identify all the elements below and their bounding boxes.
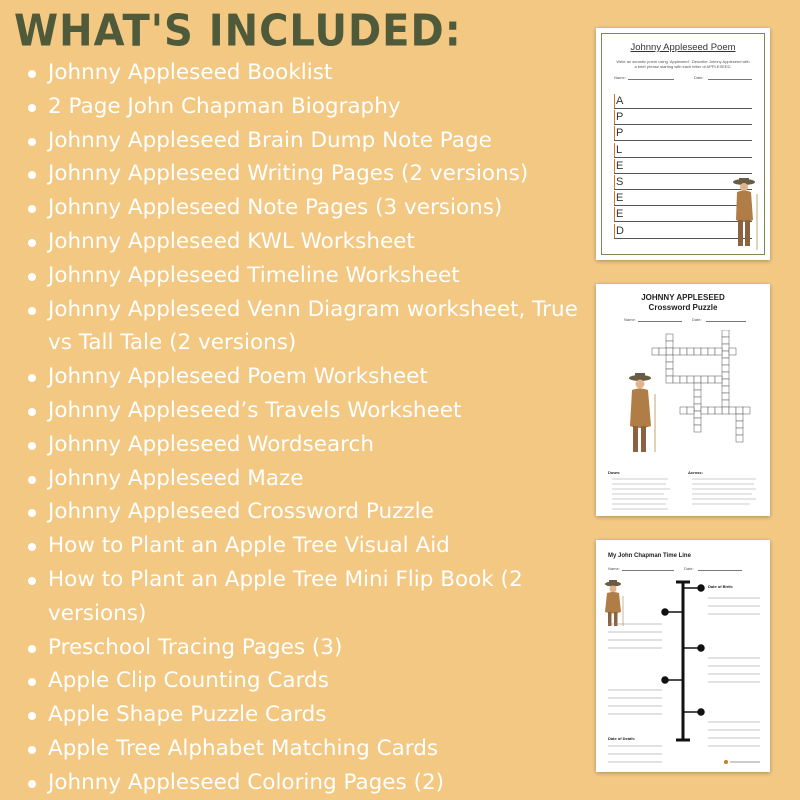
list-item: Johnny Appleseed Timeline Worksheet xyxy=(26,259,581,293)
down-label: Down: xyxy=(608,470,621,475)
death-label: Date of Death: xyxy=(608,736,636,741)
acrostic-row xyxy=(614,94,752,109)
page-title: WHAT'S INCLUDED: xyxy=(14,6,462,57)
name-label: Name: xyxy=(614,75,626,80)
name-line xyxy=(628,79,674,80)
crossword-grid xyxy=(626,330,756,454)
included-list xyxy=(26,56,581,800)
name-line xyxy=(638,321,682,322)
list-item: Apple Clip Counting Cards xyxy=(26,664,581,698)
acrostic-letter: L xyxy=(614,143,626,157)
acrostic-letter: A xyxy=(614,94,626,108)
acrostic-row xyxy=(614,126,752,141)
list-item: Johnny Appleseed’s Travels Worksheet xyxy=(26,394,581,428)
list-item: Johnny Appleseed Crossword Puzzle xyxy=(26,495,581,529)
logo-mark xyxy=(724,760,728,764)
list-item: How to Plant an Apple Tree Mini Flip Book (2 versions) xyxy=(26,563,581,631)
timeline-title: My John Chapman Time Line xyxy=(608,553,691,559)
list-item: Apple Shape Puzzle Cards xyxy=(26,698,581,732)
name-label: Name: xyxy=(608,566,620,571)
list-item: Johnny Appleseed Brain Dump Note Page xyxy=(26,124,581,158)
timeline-preview xyxy=(596,540,770,772)
poem-title: Johnny Appleseed Poem xyxy=(630,42,736,53)
name-label: Name: xyxy=(624,317,636,322)
poem-worksheet-preview xyxy=(596,28,770,260)
acrostic-letter: S xyxy=(614,175,626,189)
list-item: Johnny Appleseed Note Pages (3 versions) xyxy=(26,191,581,225)
figure xyxy=(629,373,655,452)
johnny-appleseed-figure-icon xyxy=(729,176,763,252)
list-item: Preschool Tracing Pages (3) xyxy=(26,631,581,665)
timeline-graphic xyxy=(596,540,770,772)
list-item: Johnny Appleseed Writing Pages (2 versions) xyxy=(26,157,581,191)
birth-label: Date of Birth: xyxy=(708,584,734,589)
date-line xyxy=(708,79,752,80)
list-item: Johnny Appleseed Wordsearch xyxy=(26,428,581,462)
acrostic-letter: E xyxy=(614,207,626,221)
acrostic-letter: P xyxy=(614,110,626,124)
across-label: Across: xyxy=(688,470,703,475)
poem-instructions: Write an acrostic poem using ‘Appleseed’. Describe Johnny Appleseed with a brief phrase starting with each letter of APPLESEED. xyxy=(616,59,750,69)
list-item: 2 Page John Chapman Biography xyxy=(26,90,581,124)
list-item: Johnny Appleseed Venn Diagram worksheet, True vs Tall Tale (2 versions) xyxy=(26,293,581,361)
list-item: Apple Tree Alphabet Matching Cards xyxy=(26,732,581,766)
list-item: Johnny Appleseed Maze xyxy=(26,462,581,496)
list-item: Johnny Appleseed Coloring Pages (2) xyxy=(26,766,581,800)
crossword-subtitle: Crossword Puzzle xyxy=(648,303,718,312)
date-line xyxy=(706,321,746,322)
acrostic-row xyxy=(614,159,752,174)
acrostic-letter: D xyxy=(614,224,626,238)
acrostic-letter: P xyxy=(614,126,626,140)
list-item: Johnny Appleseed Poem Worksheet xyxy=(26,360,581,394)
crossword-title: JOHNNY APPLESEED xyxy=(641,293,725,302)
date-label: Date: xyxy=(694,75,704,80)
list-item: How to Plant an Apple Tree Visual Aid xyxy=(26,529,581,563)
crossword-preview xyxy=(596,284,770,516)
clue-lines xyxy=(608,477,760,511)
list-item: Johnny Appleseed KWL Worksheet xyxy=(26,225,581,259)
acrostic-row xyxy=(614,143,752,158)
date-label: Date: xyxy=(692,317,702,322)
acrostic-row xyxy=(614,110,752,125)
date-label: Date: xyxy=(684,566,694,571)
acrostic-letter: E xyxy=(614,159,626,173)
acrostic-letter: E xyxy=(614,191,626,205)
list-item: Johnny Appleseed Booklist xyxy=(26,56,581,90)
